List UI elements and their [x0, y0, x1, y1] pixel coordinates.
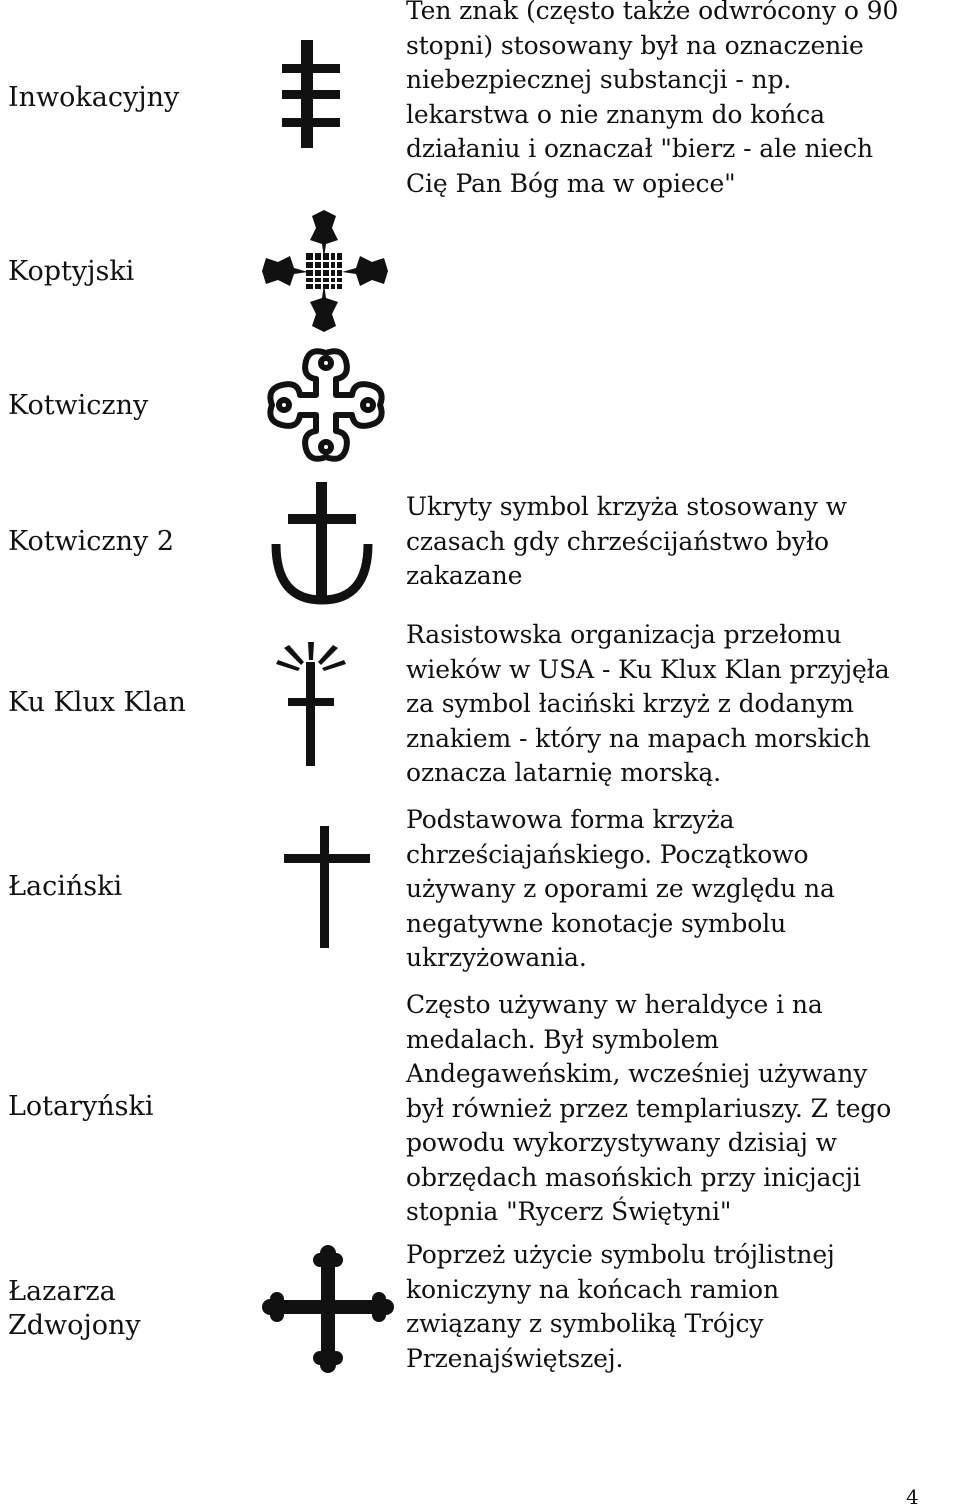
cross-row-anchor-2 [0, 470, 960, 610]
cross-row-lorraine [0, 985, 960, 1230]
latin-cross-icon [262, 822, 396, 952]
cross-description: Podstawowa forma krzyża chrześciajańskiego. Początkowo używany z oporami ze względu na negatywne konotacje symbolu ukrzyżowania. [406, 805, 835, 972]
cross-name: Łaciński [8, 871, 123, 902]
cross-row-latin [0, 800, 960, 985]
cross-name: Ku Klux Klan [8, 687, 186, 718]
cross-name: Koptyjski [8, 256, 135, 287]
page-number: 4 [906, 1485, 919, 1509]
cross-name: Inwokacyjny [8, 82, 180, 113]
cross-name: Lotaryński [8, 1091, 154, 1122]
cross-row-kkk [0, 610, 960, 800]
cross-row-invocation [0, 0, 960, 210]
cross-description: Często używany w heraldyce i na medalach. Był symbolem Andegaweńskim, wcześniej używany był również przez templariuszy. Z tego powodu wykorzystywany dzisiaj w obrzędach masońskich przy inicjacji stopnia "Rycerz Świętyni" [406, 990, 892, 1226]
cross-row-anchor [0, 335, 960, 470]
kkk-cross-icon [262, 640, 396, 770]
anchor-cross-2-icon [262, 478, 396, 606]
cross-name: Kotwiczny 2 [8, 526, 175, 557]
anchor-cross-icon [262, 343, 396, 467]
cross-description: Ukryty symbol krzyża stosowany w czasach gdy chrześcijaństwo było zakazane [406, 492, 847, 590]
lazarus-cross-icon [262, 1244, 396, 1374]
cross-row-lazarus [0, 1230, 960, 1390]
cross-name: Kotwiczny [8, 390, 149, 421]
coptic-cross-icon [262, 210, 396, 332]
cross-row-coptic [0, 210, 960, 335]
invocation-cross-icon [262, 34, 396, 154]
cross-description: Poprzeż użycie symbolu trójlistnej koniczyny na końcach ramion związany z symboliką Trójcy Przenajświętszej. [406, 1240, 835, 1373]
cross-description: Ten znak (często także odwrócony o 90 stopni) stosowany był na oznaczenie niebezpiecznej substancji - np. lekarstwa o nie znanym do końca działaniu i oznaczał "bierz - ale niech Cię Pan Bóg ma w opiece" [406, 0, 899, 198]
cross-name: Łazarza Zdwojony [8, 1276, 141, 1341]
cross-description: Rasistowska organizacja przełomu wieków w USA - Ku Klux Klan przyjęła za symbol łaciński krzyż z dodanym znakiem - który na mapach morskich oznacza latarnię morską. [406, 620, 890, 787]
